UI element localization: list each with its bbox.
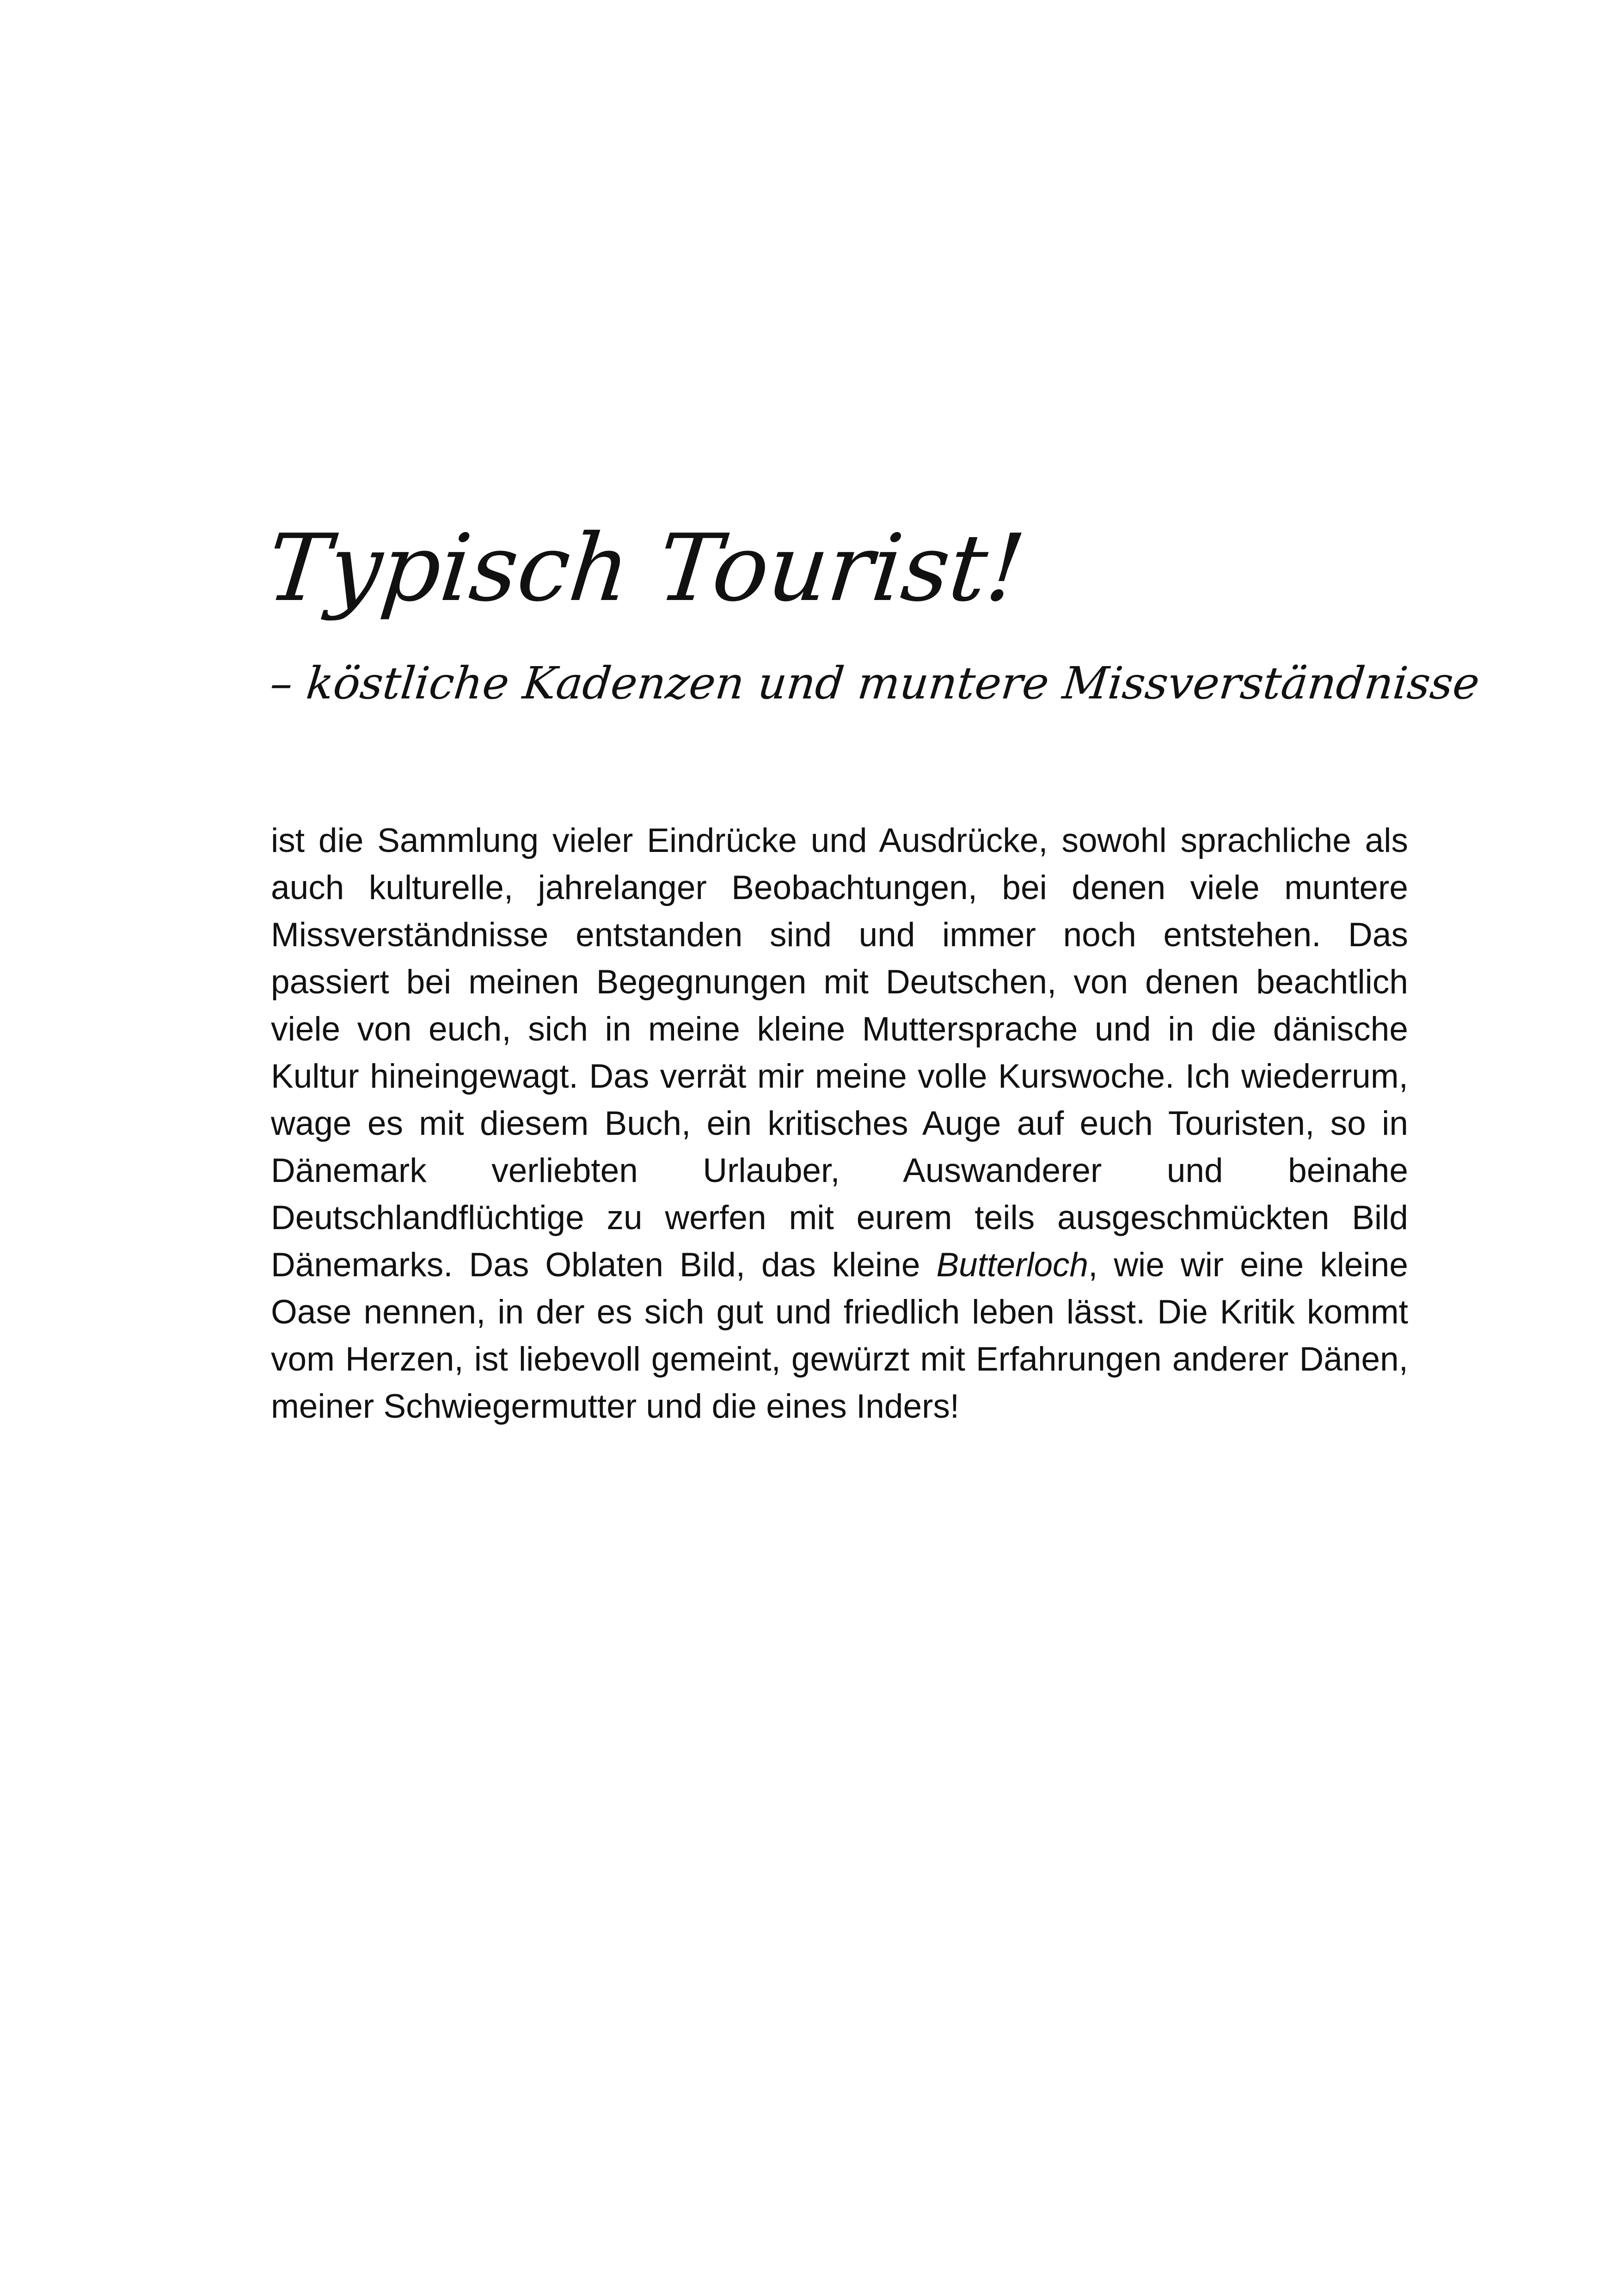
body-text-part-1: ist die Sammlung vieler Eindrücke und Ausdrücke, sowohl sprachliche als auch kulturelle, jahrelanger Beobachtungen, bei denen viele muntere Missverständnisse entstanden sind und immer noch entstehen. Das passiert bei meinen Begegnungen mit Deutschen, von denen beachtlich viele von euch, sich in meine kleine Muttersprache und in die dänische Kultur hineingewagt. Das verrät mir meine volle Kurswoche. Ich wiederrum, wage es mit diesem Buch, ein kritisches Auge auf euch Touristen, so in Dänemark verliebten Urlauber, Auswanderer und beinahe Deutschlandflüchtige zu werfen mit eurem teils ausgeschmückten Bild Dänemarks. Das Oblaten Bild, das kleine — [271, 822, 1408, 1284]
body-text-emphasis: Butterloch — [936, 1246, 1089, 1284]
document-subtitle: – köstliche Kadenzen und muntere Missverständnisse — [268, 657, 1482, 709]
body-text-part-2: , wie wir eine kleine Oase nennen, in der es sich gut und friedlich leben lässt. Die Kritik kommt vom Herzen, ist liebevoll gemeint, gewürzt mit Erfahrungen anderer Dänen, meiner Schwiegermutter und die eines Inders! — [271, 1246, 1408, 1425]
document-title: Typisch Tourist! — [262, 514, 1030, 622]
body-paragraph — [271, 817, 1408, 1430]
